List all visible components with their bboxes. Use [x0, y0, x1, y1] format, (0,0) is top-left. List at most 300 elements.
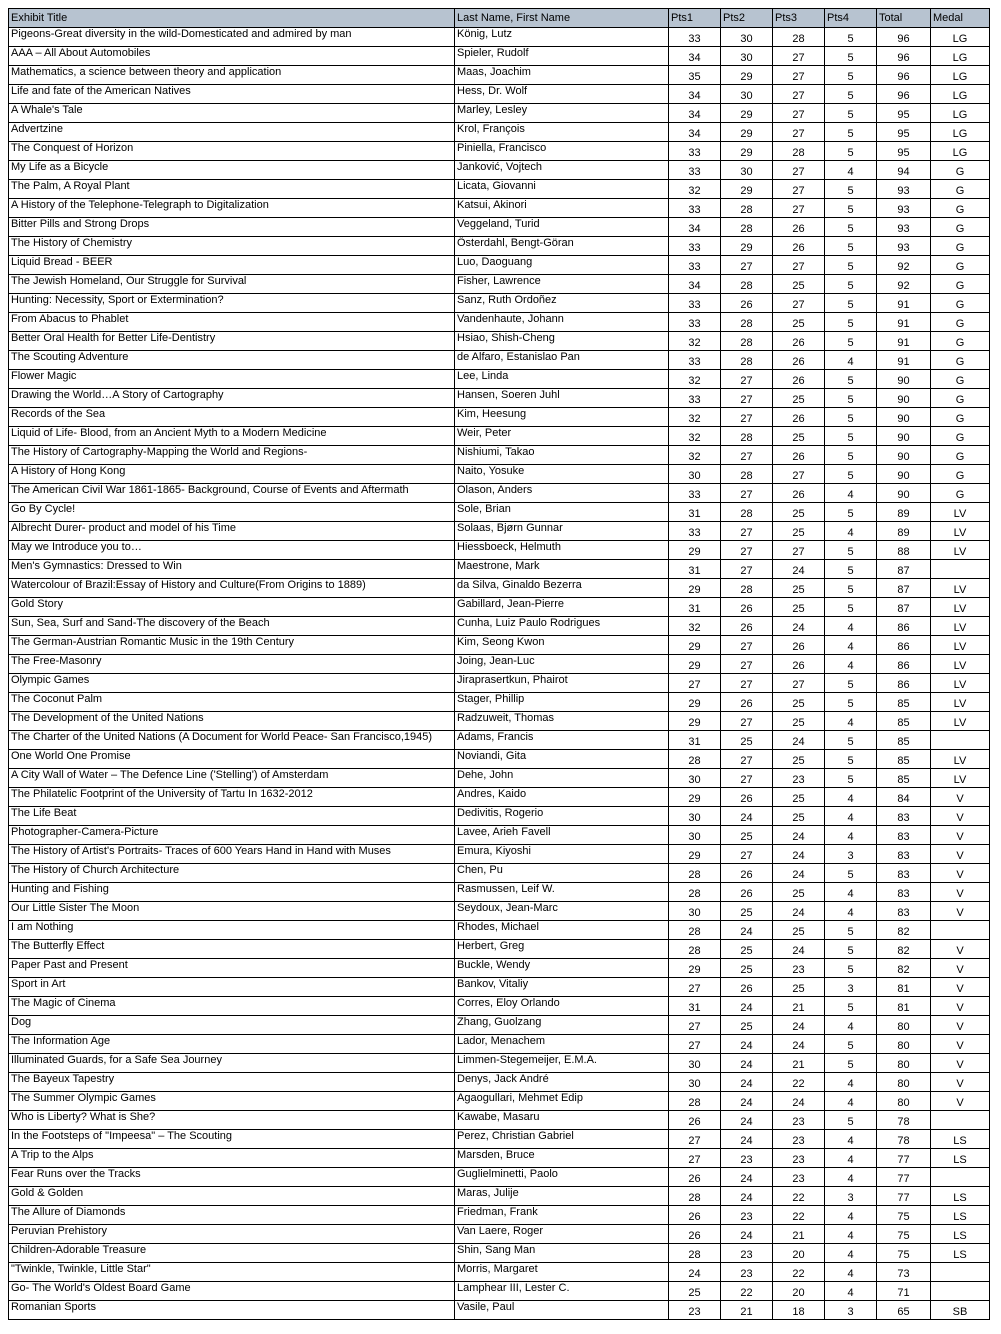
cell-name: Chen, Pu: [455, 864, 669, 883]
cell-pts3: 27: [773, 674, 825, 693]
cell-pts2: 24: [721, 1054, 773, 1073]
cell-total: 92: [877, 275, 931, 294]
cell-medal: V: [931, 959, 990, 978]
table-row: [9, 959, 990, 978]
table-row: [9, 617, 990, 636]
cell-name: Rasmussen, Leif W.: [455, 883, 669, 902]
cell-exhibit-title: Advertzine: [9, 123, 455, 142]
cell-total: 86: [877, 674, 931, 693]
table-row: [9, 142, 990, 161]
table-row: [9, 1130, 990, 1149]
cell-name: Denys, Jack André: [455, 1073, 669, 1092]
cell-exhibit-title: Romanian Sports: [9, 1301, 455, 1320]
cell-pts3: 27: [773, 180, 825, 199]
cell-pts2: 27: [721, 674, 773, 693]
cell-pts3: 26: [773, 370, 825, 389]
cell-pts4: 5: [825, 123, 877, 142]
cell-pts2: 25: [721, 731, 773, 750]
cell-pts1: 27: [669, 1016, 721, 1035]
cell-total: 89: [877, 503, 931, 522]
cell-pts2: 27: [721, 750, 773, 769]
table-row: [9, 1149, 990, 1168]
table-row: [9, 1206, 990, 1225]
cell-name: Jiraprasertkun, Phairot: [455, 674, 669, 693]
cell-exhibit-title: Fear Runs over the Tracks: [9, 1168, 455, 1187]
header-medal: Medal: [931, 9, 990, 28]
cell-pts4: 4: [825, 1092, 877, 1111]
cell-exhibit-title: Peruvian Prehistory: [9, 1225, 455, 1244]
cell-pts4: 4: [825, 161, 877, 180]
cell-exhibit-title: Dog: [9, 1016, 455, 1035]
cell-name: Kawabe, Masaru: [455, 1111, 669, 1130]
cell-pts2: 26: [721, 883, 773, 902]
table-row: [9, 28, 990, 47]
cell-exhibit-title: A Whale's Tale: [9, 104, 455, 123]
cell-pts4: 4: [825, 1225, 877, 1244]
cell-name: Marsden, Bruce: [455, 1149, 669, 1168]
cell-pts2: 27: [721, 541, 773, 560]
cell-pts3: 26: [773, 636, 825, 655]
cell-pts4: 5: [825, 465, 877, 484]
cell-name: Perez, Christian Gabriel: [455, 1130, 669, 1149]
cell-name: Adams, Francis: [455, 731, 669, 750]
cell-pts2: 29: [721, 104, 773, 123]
table-row: [9, 655, 990, 674]
cell-total: 90: [877, 370, 931, 389]
table-row: [9, 446, 990, 465]
cell-exhibit-title: The Palm, A Royal Plant: [9, 180, 455, 199]
cell-pts4: 5: [825, 104, 877, 123]
cell-pts2: 27: [721, 408, 773, 427]
cell-pts4: 4: [825, 1206, 877, 1225]
cell-name: Noviandi, Gita: [455, 750, 669, 769]
cell-medal: V: [931, 978, 990, 997]
table-row: [9, 788, 990, 807]
results-table: [8, 8, 990, 1320]
cell-pts1: 27: [669, 1130, 721, 1149]
cell-pts1: 27: [669, 1149, 721, 1168]
cell-pts3: 25: [773, 693, 825, 712]
cell-pts1: 33: [669, 28, 721, 47]
cell-total: 80: [877, 1092, 931, 1111]
cell-total: 95: [877, 104, 931, 123]
table-row: [9, 484, 990, 503]
cell-pts1: 33: [669, 161, 721, 180]
cell-pts1: 32: [669, 427, 721, 446]
cell-name: Fisher, Lawrence: [455, 275, 669, 294]
table-row: [9, 1016, 990, 1035]
cell-exhibit-title: The Coconut Palm: [9, 693, 455, 712]
cell-pts2: 24: [721, 1092, 773, 1111]
cell-name: Seydoux, Jean-Marc: [455, 902, 669, 921]
table-row: [9, 978, 990, 997]
cell-pts2: 28: [721, 199, 773, 218]
cell-total: 85: [877, 693, 931, 712]
table-row: [9, 256, 990, 275]
cell-pts4: 5: [825, 446, 877, 465]
table-row: [9, 237, 990, 256]
cell-name: Olason, Anders: [455, 484, 669, 503]
cell-pts2: 27: [721, 256, 773, 275]
cell-name: Agaogullari, Mehmet Edip: [455, 1092, 669, 1111]
cell-name: Shin, Sang Man: [455, 1244, 669, 1263]
cell-pts3: 27: [773, 104, 825, 123]
cell-medal: G: [931, 389, 990, 408]
cell-pts2: 29: [721, 142, 773, 161]
table-row: [9, 750, 990, 769]
cell-medal: LS: [931, 1244, 990, 1263]
cell-name: Maras, Julije: [455, 1187, 669, 1206]
cell-name: Cunha, Luiz Paulo Rodrigues: [455, 617, 669, 636]
cell-pts3: 26: [773, 351, 825, 370]
cell-pts2: 22: [721, 1282, 773, 1301]
cell-medal: G: [931, 370, 990, 389]
cell-total: 85: [877, 769, 931, 788]
cell-exhibit-title: One World One Promise: [9, 750, 455, 769]
cell-name: Buckle, Wendy: [455, 959, 669, 978]
cell-medal: G: [931, 256, 990, 275]
cell-exhibit-title: Liquid of Life- Blood, from an Ancient Myth to a Modern Medicine: [9, 427, 455, 446]
cell-pts4: 5: [825, 579, 877, 598]
cell-pts4: 5: [825, 85, 877, 104]
table-row: [9, 123, 990, 142]
cell-pts2: 25: [721, 1016, 773, 1035]
cell-total: 87: [877, 560, 931, 579]
cell-pts3: 25: [773, 579, 825, 598]
cell-pts1: 29: [669, 579, 721, 598]
cell-pts3: 28: [773, 142, 825, 161]
cell-pts1: 31: [669, 598, 721, 617]
cell-pts4: 4: [825, 788, 877, 807]
cell-pts3: 20: [773, 1244, 825, 1263]
cell-pts3: 25: [773, 712, 825, 731]
cell-pts3: 24: [773, 731, 825, 750]
table-row: [9, 1111, 990, 1130]
cell-pts3: 25: [773, 522, 825, 541]
cell-medal: V: [931, 826, 990, 845]
cell-name: Joing, Jean-Luc: [455, 655, 669, 674]
cell-pts1: 30: [669, 1054, 721, 1073]
cell-medal: LV: [931, 750, 990, 769]
cell-total: 80: [877, 1054, 931, 1073]
cell-pts3: 25: [773, 750, 825, 769]
cell-name: Dedivitis, Rogerio: [455, 807, 669, 826]
cell-pts3: 27: [773, 85, 825, 104]
cell-exhibit-title: "Twinkle, Twinkle, Little Star": [9, 1263, 455, 1282]
cell-exhibit-title: Pigeons-Great diversity in the wild-Domesticated and admired by man: [9, 28, 455, 47]
cell-name: Naito, Yosuke: [455, 465, 669, 484]
cell-pts2: 24: [721, 1073, 773, 1092]
cell-medal: LV: [931, 693, 990, 712]
cell-pts4: 5: [825, 1054, 877, 1073]
cell-total: 80: [877, 1035, 931, 1054]
cell-pts1: 34: [669, 104, 721, 123]
cell-medal: [931, 1168, 990, 1187]
cell-medal: LG: [931, 104, 990, 123]
cell-name: Kim, Seong Kwon: [455, 636, 669, 655]
cell-pts1: 32: [669, 617, 721, 636]
cell-pts1: 35: [669, 66, 721, 85]
cell-pts1: 27: [669, 674, 721, 693]
cell-name: Lador, Menachem: [455, 1035, 669, 1054]
cell-pts1: 30: [669, 465, 721, 484]
cell-name: Lavee, Arieh Favell: [455, 826, 669, 845]
cell-exhibit-title: In the Footsteps of "Impeesa" – The Scouting: [9, 1130, 455, 1149]
cell-pts4: 5: [825, 921, 877, 940]
cell-name: Maestrone, Mark: [455, 560, 669, 579]
cell-name: Limmen-Stegemeijer, E.M.A.: [455, 1054, 669, 1073]
cell-total: 77: [877, 1149, 931, 1168]
table-row: [9, 598, 990, 617]
cell-exhibit-title: Gold Story: [9, 598, 455, 617]
cell-name: Lee, Linda: [455, 370, 669, 389]
cell-medal: LV: [931, 617, 990, 636]
cell-total: 91: [877, 351, 931, 370]
cell-pts1: 27: [669, 1035, 721, 1054]
cell-pts4: 4: [825, 712, 877, 731]
cell-medal: LV: [931, 769, 990, 788]
cell-pts4: 4: [825, 1168, 877, 1187]
cell-pts2: 27: [721, 446, 773, 465]
cell-total: 95: [877, 142, 931, 161]
cell-pts4: 5: [825, 275, 877, 294]
cell-pts2: 30: [721, 47, 773, 66]
cell-name: Kim, Heesung: [455, 408, 669, 427]
cell-total: 78: [877, 1111, 931, 1130]
cell-pts2: 29: [721, 237, 773, 256]
cell-total: 73: [877, 1263, 931, 1282]
cell-pts2: 28: [721, 503, 773, 522]
cell-pts1: 28: [669, 1244, 721, 1263]
table-row: [9, 351, 990, 370]
cell-medal: LV: [931, 503, 990, 522]
header-pts2: Pts2: [721, 9, 773, 28]
cell-pts1: 31: [669, 997, 721, 1016]
cell-pts2: 24: [721, 1225, 773, 1244]
cell-pts4: 3: [825, 1301, 877, 1320]
cell-total: 90: [877, 484, 931, 503]
table-row: [9, 275, 990, 294]
cell-name: Vasile, Paul: [455, 1301, 669, 1320]
cell-total: 85: [877, 731, 931, 750]
cell-pts2: 26: [721, 617, 773, 636]
cell-pts3: 25: [773, 921, 825, 940]
cell-pts4: 5: [825, 370, 877, 389]
cell-name: Nishiumi, Takao: [455, 446, 669, 465]
table-row: [9, 769, 990, 788]
cell-exhibit-title: The Philatelic Footprint of the University of Tartu In 1632-2012: [9, 788, 455, 807]
cell-pts4: 3: [825, 978, 877, 997]
cell-pts2: 24: [721, 997, 773, 1016]
cell-pts2: 24: [721, 1035, 773, 1054]
cell-name: Licata, Giovanni: [455, 180, 669, 199]
cell-pts1: 31: [669, 731, 721, 750]
cell-pts2: 26: [721, 598, 773, 617]
cell-pts1: 28: [669, 883, 721, 902]
cell-name: Sanz, Ruth Ordoñez: [455, 294, 669, 313]
cell-pts2: 25: [721, 959, 773, 978]
cell-total: 75: [877, 1206, 931, 1225]
cell-pts3: 25: [773, 883, 825, 902]
cell-pts1: 28: [669, 750, 721, 769]
cell-medal: G: [931, 351, 990, 370]
table-row: [9, 180, 990, 199]
cell-medal: LG: [931, 47, 990, 66]
cell-name: Katsui, Akinori: [455, 199, 669, 218]
cell-exhibit-title: Paper Past and Present: [9, 959, 455, 978]
table-row: [9, 294, 990, 313]
cell-pts2: 25: [721, 826, 773, 845]
cell-name: Van Laere, Roger: [455, 1225, 669, 1244]
cell-medal: G: [931, 161, 990, 180]
cell-exhibit-title: I am Nothing: [9, 921, 455, 940]
cell-pts2: 24: [721, 1187, 773, 1206]
cell-pts2: 29: [721, 123, 773, 142]
table-row: [9, 104, 990, 123]
cell-total: 77: [877, 1168, 931, 1187]
cell-name: Emura, Kiyoshi: [455, 845, 669, 864]
cell-medal: V: [931, 788, 990, 807]
cell-total: 90: [877, 465, 931, 484]
cell-pts1: 26: [669, 1206, 721, 1225]
cell-exhibit-title: The Butterfly Effect: [9, 940, 455, 959]
cell-exhibit-title: A History of the Telephone-Telegraph to Digitalization: [9, 199, 455, 218]
table-row: [9, 1225, 990, 1244]
cell-medal: G: [931, 275, 990, 294]
cell-pts3: 26: [773, 484, 825, 503]
table-row: [9, 503, 990, 522]
cell-total: 93: [877, 180, 931, 199]
cell-pts4: 5: [825, 693, 877, 712]
cell-total: 85: [877, 712, 931, 731]
cell-name: da Silva, Ginaldo Bezerra: [455, 579, 669, 598]
cell-exhibit-title: The Magic of Cinema: [9, 997, 455, 1016]
table-row: [9, 902, 990, 921]
cell-pts1: 28: [669, 1092, 721, 1111]
cell-pts4: 5: [825, 28, 877, 47]
cell-exhibit-title: May we Introduce you to…: [9, 541, 455, 560]
cell-pts1: 34: [669, 85, 721, 104]
cell-pts4: 5: [825, 142, 877, 161]
cell-pts1: 33: [669, 256, 721, 275]
cell-pts4: 4: [825, 1016, 877, 1035]
table-row: [9, 864, 990, 883]
table-row: [9, 161, 990, 180]
header-pts1: Pts1: [669, 9, 721, 28]
cell-total: 89: [877, 522, 931, 541]
cell-name: König, Lutz: [455, 28, 669, 47]
cell-exhibit-title: Our Little Sister The Moon: [9, 902, 455, 921]
cell-pts2: 26: [721, 864, 773, 883]
table-row: [9, 845, 990, 864]
cell-medal: G: [931, 408, 990, 427]
cell-pts1: 32: [669, 446, 721, 465]
cell-medal: [931, 1263, 990, 1282]
table-row: [9, 47, 990, 66]
cell-pts4: 5: [825, 199, 877, 218]
cell-exhibit-title: The American Civil War 1861-1865- Background, Course of Events and Aftermath: [9, 484, 455, 503]
table-row: [9, 408, 990, 427]
cell-pts4: 5: [825, 1111, 877, 1130]
table-row: [9, 693, 990, 712]
cell-pts1: 33: [669, 522, 721, 541]
cell-exhibit-title: Watercolour of Brazil:Essay of History and Culture(From Origins to 1889): [9, 579, 455, 598]
cell-exhibit-title: Records of the Sea: [9, 408, 455, 427]
table-row: [9, 427, 990, 446]
cell-pts2: 23: [721, 1263, 773, 1282]
cell-medal: V: [931, 1016, 990, 1035]
table-row: [9, 636, 990, 655]
cell-medal: G: [931, 294, 990, 313]
header-pts3: Pts3: [773, 9, 825, 28]
cell-pts4: 3: [825, 1187, 877, 1206]
cell-pts4: 5: [825, 313, 877, 332]
cell-pts2: 30: [721, 161, 773, 180]
cell-pts2: 24: [721, 921, 773, 940]
cell-pts1: 27: [669, 978, 721, 997]
table-row: [9, 560, 990, 579]
cell-total: 93: [877, 237, 931, 256]
cell-name: Hansen, Soeren Juhl: [455, 389, 669, 408]
cell-pts2: 26: [721, 294, 773, 313]
cell-medal: V: [931, 1035, 990, 1054]
cell-pts4: 4: [825, 1073, 877, 1092]
cell-total: 87: [877, 598, 931, 617]
cell-total: 96: [877, 85, 931, 104]
table-row: [9, 1092, 990, 1111]
cell-pts4: 4: [825, 617, 877, 636]
cell-name: Piniella, Francisco: [455, 142, 669, 161]
cell-pts1: 33: [669, 142, 721, 161]
cell-medal: [931, 560, 990, 579]
cell-pts4: 5: [825, 959, 877, 978]
cell-total: 83: [877, 845, 931, 864]
cell-exhibit-title: Hunting and Fishing: [9, 883, 455, 902]
cell-total: 80: [877, 1016, 931, 1035]
cell-medal: V: [931, 1054, 990, 1073]
cell-medal: [931, 921, 990, 940]
cell-medal: LS: [931, 1206, 990, 1225]
cell-exhibit-title: Go- The World's Oldest Board Game: [9, 1282, 455, 1301]
cell-medal: LG: [931, 123, 990, 142]
cell-pts1: 34: [669, 275, 721, 294]
cell-exhibit-title: Mathematics, a science between theory and application: [9, 66, 455, 85]
cell-total: 94: [877, 161, 931, 180]
cell-medal: G: [931, 484, 990, 503]
table-row: [9, 1187, 990, 1206]
cell-exhibit-title: Olympic Games: [9, 674, 455, 693]
cell-medal: LV: [931, 579, 990, 598]
cell-pts3: 27: [773, 541, 825, 560]
cell-pts4: 5: [825, 256, 877, 275]
cell-exhibit-title: The History of Cartography-Mapping the World and Regions-: [9, 446, 455, 465]
cell-pts4: 5: [825, 503, 877, 522]
cell-name: Veggeland, Turid: [455, 218, 669, 237]
table-row: [9, 1073, 990, 1092]
table-row: [9, 1282, 990, 1301]
cell-name: de Alfaro, Estanislao Pan: [455, 351, 669, 370]
cell-pts3: 22: [773, 1263, 825, 1282]
cell-pts3: 22: [773, 1206, 825, 1225]
table-row: [9, 712, 990, 731]
cell-name: Morris, Margaret: [455, 1263, 669, 1282]
cell-total: 84: [877, 788, 931, 807]
cell-pts1: 33: [669, 389, 721, 408]
cell-total: 86: [877, 655, 931, 674]
cell-pts4: 5: [825, 294, 877, 313]
cell-pts3: 28: [773, 28, 825, 47]
cell-name: Hiessboeck, Helmuth: [455, 541, 669, 560]
